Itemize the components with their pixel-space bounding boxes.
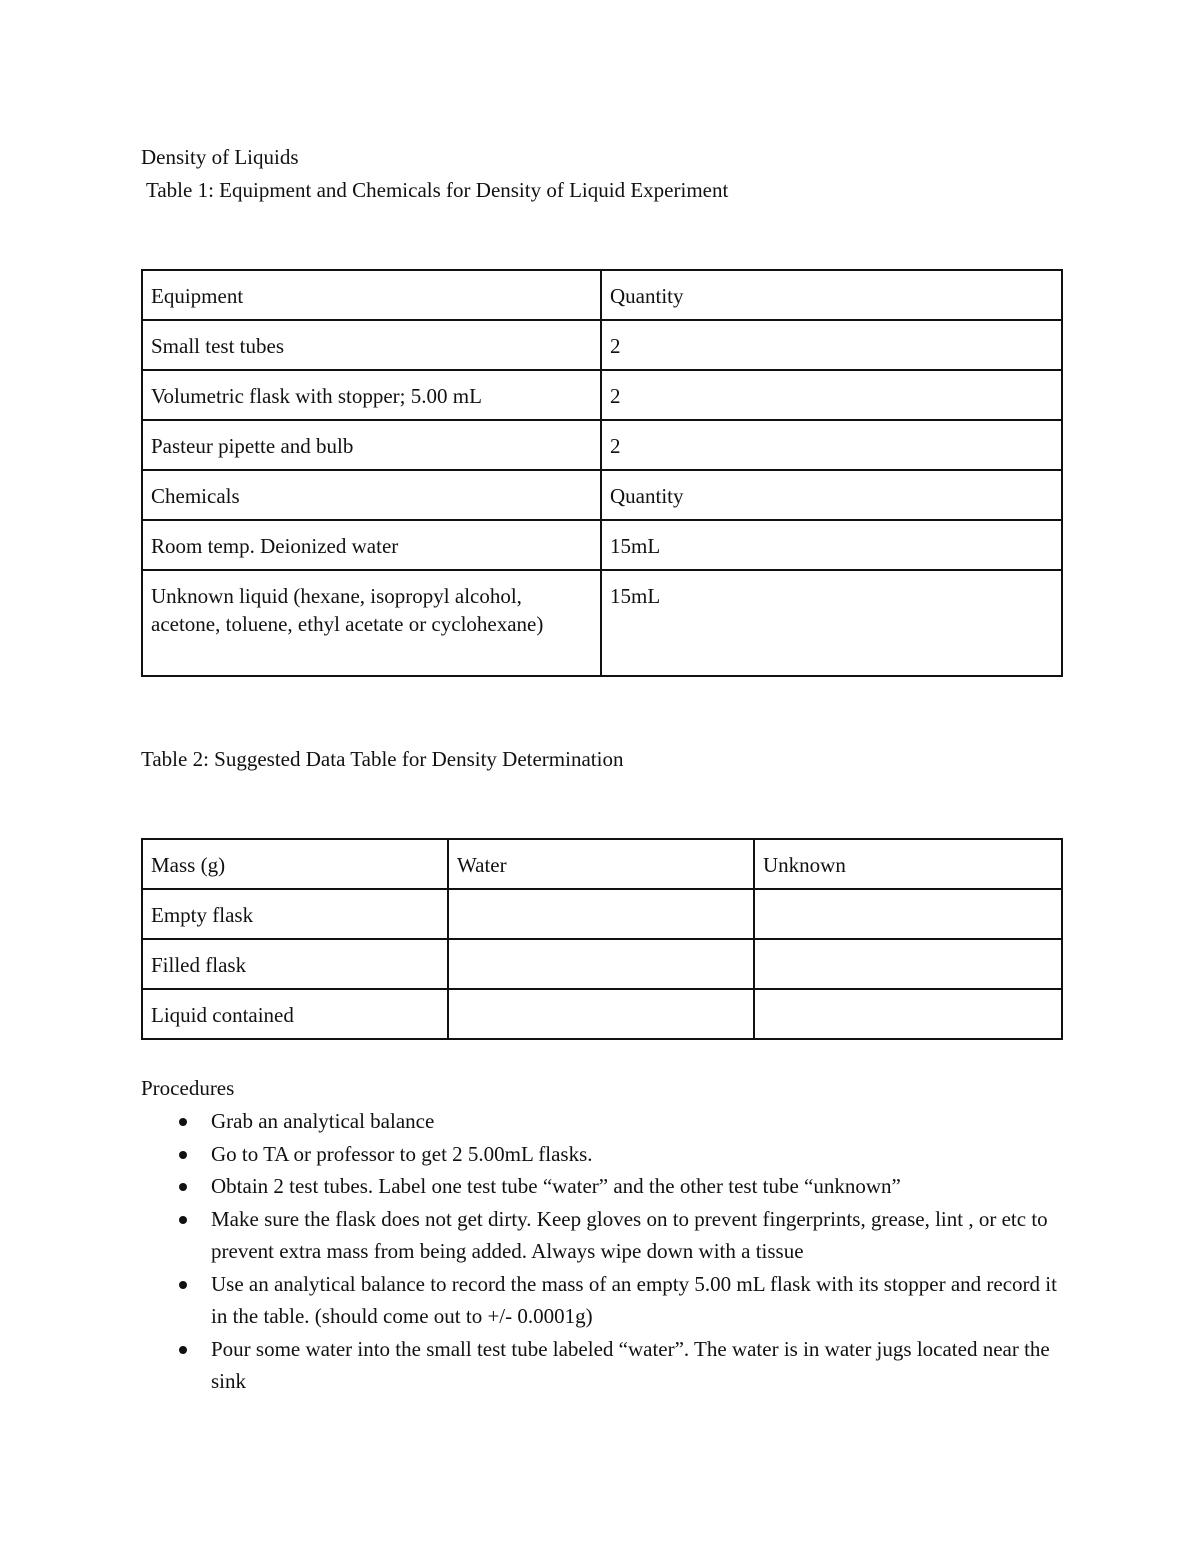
procedures-list: [141, 1105, 1071, 1398]
bullet-icon: [179, 1216, 187, 1224]
table-header-cell: Water: [448, 839, 754, 889]
bullet-icon: [179, 1151, 187, 1159]
table-cell: [448, 989, 754, 1039]
table-cell: 2: [601, 320, 1062, 370]
table-cell: Empty flask: [142, 889, 448, 939]
list-item-text: Grab an analytical balance: [211, 1109, 435, 1133]
table-row: [142, 570, 1062, 676]
table-header-cell: Mass (g): [142, 839, 448, 889]
table-row: [142, 420, 1062, 470]
table-row: [142, 889, 1062, 939]
table-row: [142, 370, 1062, 420]
table-row: [142, 520, 1062, 570]
table-cell: Unknown liquid (hexane, isopropyl alcohol, acetone, toluene, ethyl acetate or cyclohexane): [142, 570, 601, 676]
table-cell: Volumetric flask with stopper; 5.00 mL: [142, 370, 601, 420]
list-item: [141, 1105, 1071, 1138]
list-item: [141, 1203, 1071, 1268]
table-header-row: [142, 839, 1062, 889]
equipment-table: [141, 269, 1063, 677]
list-item-text: Obtain 2 test tubes. Label one test tube “water” and the other test tube “unknown”: [211, 1174, 901, 1198]
table-cell: Equipment: [142, 270, 601, 320]
table-cell: Quantity: [601, 270, 1062, 320]
table-cell: [754, 889, 1062, 939]
table-row: [142, 989, 1062, 1039]
table-cell: Room temp. Deionized water: [142, 520, 601, 570]
table-cell: [448, 889, 754, 939]
list-item: [141, 1333, 1071, 1398]
table2-caption: Table 2: Suggested Data Table for Density Determination: [141, 747, 624, 771]
table-cell: Liquid contained: [142, 989, 448, 1039]
table-row: [142, 470, 1062, 520]
table-header-cell: Unknown: [754, 839, 1062, 889]
list-item-text: Pour some water into the small test tube labeled “water”. The water is in water jugs located near the sink: [211, 1336, 1050, 1393]
table-row: [142, 270, 1062, 320]
document-title: Density of Liquids: [141, 145, 299, 169]
bullet-icon: [179, 1346, 187, 1354]
list-item: [141, 1170, 1071, 1203]
table-cell: Small test tubes: [142, 320, 601, 370]
table-row: [142, 320, 1062, 370]
table-cell: 15mL: [601, 570, 1062, 676]
list-item-text: Make sure the flask does not get dirty. Keep gloves on to prevent fingerprints, grease, lint , or etc to prevent extra mass from being added. Always wipe down with a tissue: [211, 1206, 1048, 1263]
list-item-text: Go to TA or professor to get 2 5.00mL flasks.: [211, 1141, 593, 1166]
table-cell: [754, 939, 1062, 989]
table1-caption: Table 1: Equipment and Chemicals for Density of Liquid Experiment: [146, 178, 729, 202]
list-item: [141, 1268, 1071, 1333]
bullet-icon: [179, 1118, 187, 1126]
table-cell: 2: [601, 370, 1062, 420]
table-cell: 15mL: [601, 520, 1062, 570]
table-cell: [754, 989, 1062, 1039]
list-item-text: Use an analytical balance to record the mass of an empty 5.00 mL flask with its stopper and record it in the table. (should come out to +/- 0.0001g): [211, 1271, 1057, 1328]
procedures-heading: Procedures: [141, 1076, 235, 1100]
list-item: [141, 1138, 1071, 1171]
table-cell: [448, 939, 754, 989]
bullet-icon: [179, 1183, 187, 1191]
table-cell: Chemicals: [142, 470, 601, 520]
table-cell: Pasteur pipette and bulb: [142, 420, 601, 470]
data-table: [141, 838, 1063, 1040]
table-cell: 2: [601, 420, 1062, 470]
table-cell: Filled flask: [142, 939, 448, 989]
table-row: [142, 939, 1062, 989]
bullet-icon: [179, 1281, 187, 1289]
table-cell: Quantity: [601, 470, 1062, 520]
